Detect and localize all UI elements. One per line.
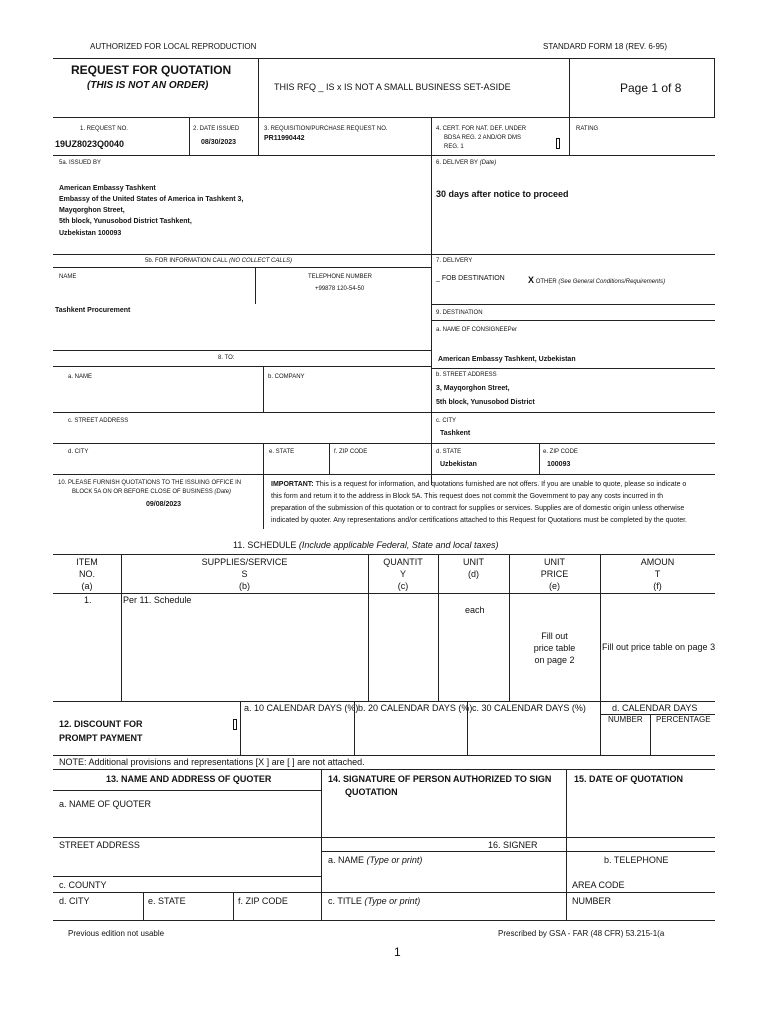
rating-label: RATING (576, 126, 599, 132)
rule (321, 892, 566, 893)
row-unit: each (465, 605, 485, 615)
info-call-label: 5b. FOR INFORMATION CALL (NO COLLECT CALLS) (145, 258, 293, 264)
rule (263, 443, 264, 474)
rule (53, 412, 431, 413)
to-city-label: d. CITY (68, 449, 89, 455)
rule (53, 593, 715, 594)
rule (53, 701, 715, 702)
signature-title-1: 14. SIGNATURE OF PERSON AUTHORIZED TO SIGN (328, 774, 552, 784)
requisition-label: 3. REQUISITION/PURCHASE REQUEST NO. (264, 126, 388, 132)
prescribed-by: Prescribed by GSA - FAR (48 CFR) 53.215-1(a (498, 929, 665, 938)
to-street-label: c. STREET ADDRESS (68, 418, 129, 424)
discount-label-2: PROMPT PAYMENT (59, 733, 143, 743)
phone-number-label: NUMBER (572, 896, 612, 906)
dest-city-label: c. CITY (436, 418, 457, 424)
delivery-other: X OTHER (See General Conditions/Requirements) (528, 275, 666, 285)
row-amount: Fill out price table on page 3 (602, 642, 716, 652)
rule (263, 474, 264, 529)
rule (53, 769, 715, 770)
rule (263, 366, 264, 412)
rule (53, 920, 715, 921)
area-code-label: AREA CODE (572, 880, 625, 890)
date-issued: 08/30/2023 (201, 139, 237, 146)
discount-label-1: 12. DISCOUNT FOR (59, 719, 143, 729)
rule (714, 58, 715, 117)
cert-label-3: REG. 1 (444, 144, 464, 150)
quoter-county-label: c. COUNTY (59, 880, 107, 890)
rule (569, 117, 570, 155)
rule (53, 267, 431, 268)
cert-label-1: 4. CERT. FOR NAT. DEF. UNDER (436, 126, 527, 132)
rule (233, 892, 234, 920)
request-no: 19UZ8023Q0040 (55, 139, 125, 149)
authorization-note: AUTHORIZED FOR LOCAL REPRODUCTION (90, 42, 257, 51)
rule (255, 267, 256, 304)
rule (53, 443, 431, 444)
form-title: REQUEST FOR QUOTATION (71, 63, 232, 77)
rule (53, 755, 715, 756)
rule (600, 701, 601, 755)
important-notice: IMPORTANT: This is a request for information, and quotations furnished are not offers. If you are unable to quote, please so indicate o this form and return it to the address in Block 5A. This request does not commit the Government to pay any costs incurred in th preparation of the submission of this quotation or to contract for supplies or services. Supplies are of domestic origin unless otherwise indicated by quoter. Any representations and/or certifications attached to this Request for Quotations must be completed by the quoter. (271, 481, 687, 524)
rule (53, 790, 321, 791)
rule (566, 892, 715, 893)
date-of-quotation: 15. DATE OF QUOTATION (574, 774, 684, 784)
rule (53, 892, 321, 893)
discount-30-days: c. 30 CALENDAR DAYS (%) (472, 703, 586, 713)
deliver-by-value: 30 days after notice to proceed (436, 189, 569, 199)
discount-calendar-days: d. CALENDAR DAYS (612, 703, 698, 713)
requisition-no: PR11990442 (264, 135, 305, 142)
rule (321, 769, 322, 920)
consignee-name: American Embassy Tashkent, Uzbekistan (438, 356, 576, 363)
rule (53, 155, 715, 156)
furnish-line1: 10. PLEASE FURNISH QUOTATIONS TO THE ISSUING OFFICE IN (58, 480, 242, 486)
delivery-label: 7. DELIVERY (436, 258, 473, 264)
discount-10-days: a. 10 CALENDAR DAYS (%) (244, 703, 359, 713)
to-state-label: e. STATE (269, 449, 295, 455)
rule (53, 254, 715, 255)
rule (53, 474, 715, 475)
rule (53, 837, 715, 838)
small-business-setaside: THIS RFQ _ IS x IS NOT A SMALL BUSINESS SET-ASIDE (274, 82, 511, 92)
to-name-label: a. NAME (68, 374, 93, 380)
dest-state-label: d. STATE (436, 449, 462, 455)
rule (329, 443, 330, 474)
quoter-city-label: d. CITY (59, 896, 90, 906)
issued-by-line: American Embassy Tashkent (59, 185, 156, 192)
signer-title-label: c. TITLE (Type or print) (328, 896, 421, 906)
cert-label-2: BDSA REG. 2 AND/OR DMS (444, 135, 522, 141)
issued-by-line: Uzbekistan 100093 (59, 230, 122, 237)
deliver-by-label: 6. DELIVER BY (Date) (436, 160, 497, 166)
schedule-title: 11. SCHEDULE (Include applicable Federal, State and local taxes) (233, 540, 499, 550)
info-phone-label: TELEPHONE NUMBER (308, 274, 373, 280)
rule (258, 58, 259, 117)
rule (566, 769, 567, 920)
discount-percentage: PERCENTAGE (656, 715, 711, 724)
col-supplies-header: SUPPLIES/SERVICE S (b) (201, 557, 288, 591)
dest-zip-label: e. ZIP CODE (543, 449, 578, 455)
furnish-line2: BLOCK 5A ON OR BEFORE CLOSE OF BUSINESS (Date) (72, 489, 232, 495)
rule (143, 892, 144, 920)
rule (321, 851, 715, 852)
to-label: 8. TO: (218, 355, 235, 361)
dest-street-1: 3, Mayqorghon Street, (436, 385, 510, 392)
signer-phone-label: b. TELEPHONE (604, 855, 669, 865)
rule (240, 701, 241, 755)
rule (569, 58, 570, 117)
form-subtitle: (THIS IS NOT AN ORDER) (87, 80, 209, 91)
rule (431, 117, 432, 155)
rule (431, 412, 715, 413)
rule (53, 58, 715, 59)
rule (431, 443, 715, 444)
row-unit-price: Fill out price table on page 2 (533, 631, 576, 665)
info-name-label: NAME (59, 274, 77, 280)
page-number: 1 (394, 945, 401, 959)
signer-name-label: a. NAME (Type or print) (328, 855, 423, 865)
signature-title-2: QUOTATION (345, 787, 398, 797)
signer-title: 16. SIGNER (488, 840, 538, 850)
row-description: Per 11. Schedule (123, 595, 192, 605)
to-company-label: b. COMPANY (268, 374, 305, 380)
issued-by-line: 5th block, Yunusobod District Tashkent, (59, 218, 192, 225)
page-indicator: Page 1 of 8 (620, 81, 682, 95)
issued-by-label: 5a. ISSUED BY (59, 160, 102, 166)
provisions-note: NOTE: Additional provisions and representations [X ] are [ ] are not attached. (59, 757, 365, 767)
rule (431, 368, 715, 369)
rule (53, 554, 715, 555)
dest-zip: 100093 (547, 461, 571, 468)
date-issued-label: 2. DATE ISSUED (193, 126, 240, 132)
furnish-date: 09/08/2023 (146, 501, 182, 508)
col-amount-header: AMOUN T (f) (640, 557, 675, 591)
discount-checkbox[interactable] (233, 719, 237, 730)
col-price-header: UNIT PRICE (e) (540, 557, 569, 591)
dest-state: Uzbekistan (440, 461, 477, 468)
rule (539, 443, 540, 474)
info-name: Tashkent Procurement (55, 307, 131, 314)
destination-label: 9. DESTINATION (436, 310, 483, 316)
rule (189, 117, 190, 155)
rule (650, 714, 651, 755)
row-item-no: 1. (84, 595, 92, 605)
dest-street-2: 5th block, Yunusobod District (436, 399, 535, 406)
discount-20-days: b. 20 CALENDAR DAYS (%) (358, 703, 473, 713)
quoter-state-label: e. STATE (148, 896, 186, 906)
quoter-zip-label: f. ZIP CODE (238, 896, 288, 906)
quoter-name-label: a. NAME OF QUOTER (59, 799, 152, 809)
rule (258, 117, 259, 155)
col-item-header: ITEM NO. (a) (76, 557, 98, 591)
info-phone: +99878 120-54-50 (315, 286, 365, 292)
dest-street-label: b. STREET ADDRESS (436, 372, 497, 378)
rule (53, 350, 431, 351)
fob-destination: _ FOB DESTINATION (436, 275, 505, 282)
rule (53, 117, 715, 118)
rule (431, 304, 715, 305)
cert-checkbox[interactable] (556, 138, 560, 149)
rule (53, 366, 431, 367)
request-no-label: 1. REQUEST NO. (80, 126, 128, 132)
quoter-street-label: STREET ADDRESS (59, 840, 140, 850)
to-zip-label: f. ZIP CODE (334, 449, 368, 455)
rule (431, 320, 715, 321)
col-unit-header: UNIT (d) (463, 557, 484, 579)
dest-city: Tashkent (440, 430, 471, 437)
consignee-label: a. NAME OF CONSIGNEEPer (436, 327, 518, 333)
issued-by-line: Mayqorghon Street, (59, 207, 125, 214)
form-number: STANDARD FORM 18 (REV. 6-95) (543, 42, 668, 51)
rule (53, 876, 321, 877)
quoter-title: 13. NAME AND ADDRESS OF QUOTER (106, 774, 272, 784)
col-quantity-header: QUANTIT Y (c) (383, 557, 423, 591)
issued-by-line: Embassy of the United States of America in Tashkent 3, (59, 196, 244, 203)
discount-number: NUMBER (608, 715, 643, 724)
previous-edition-note: Previous edition not usable (68, 929, 165, 938)
